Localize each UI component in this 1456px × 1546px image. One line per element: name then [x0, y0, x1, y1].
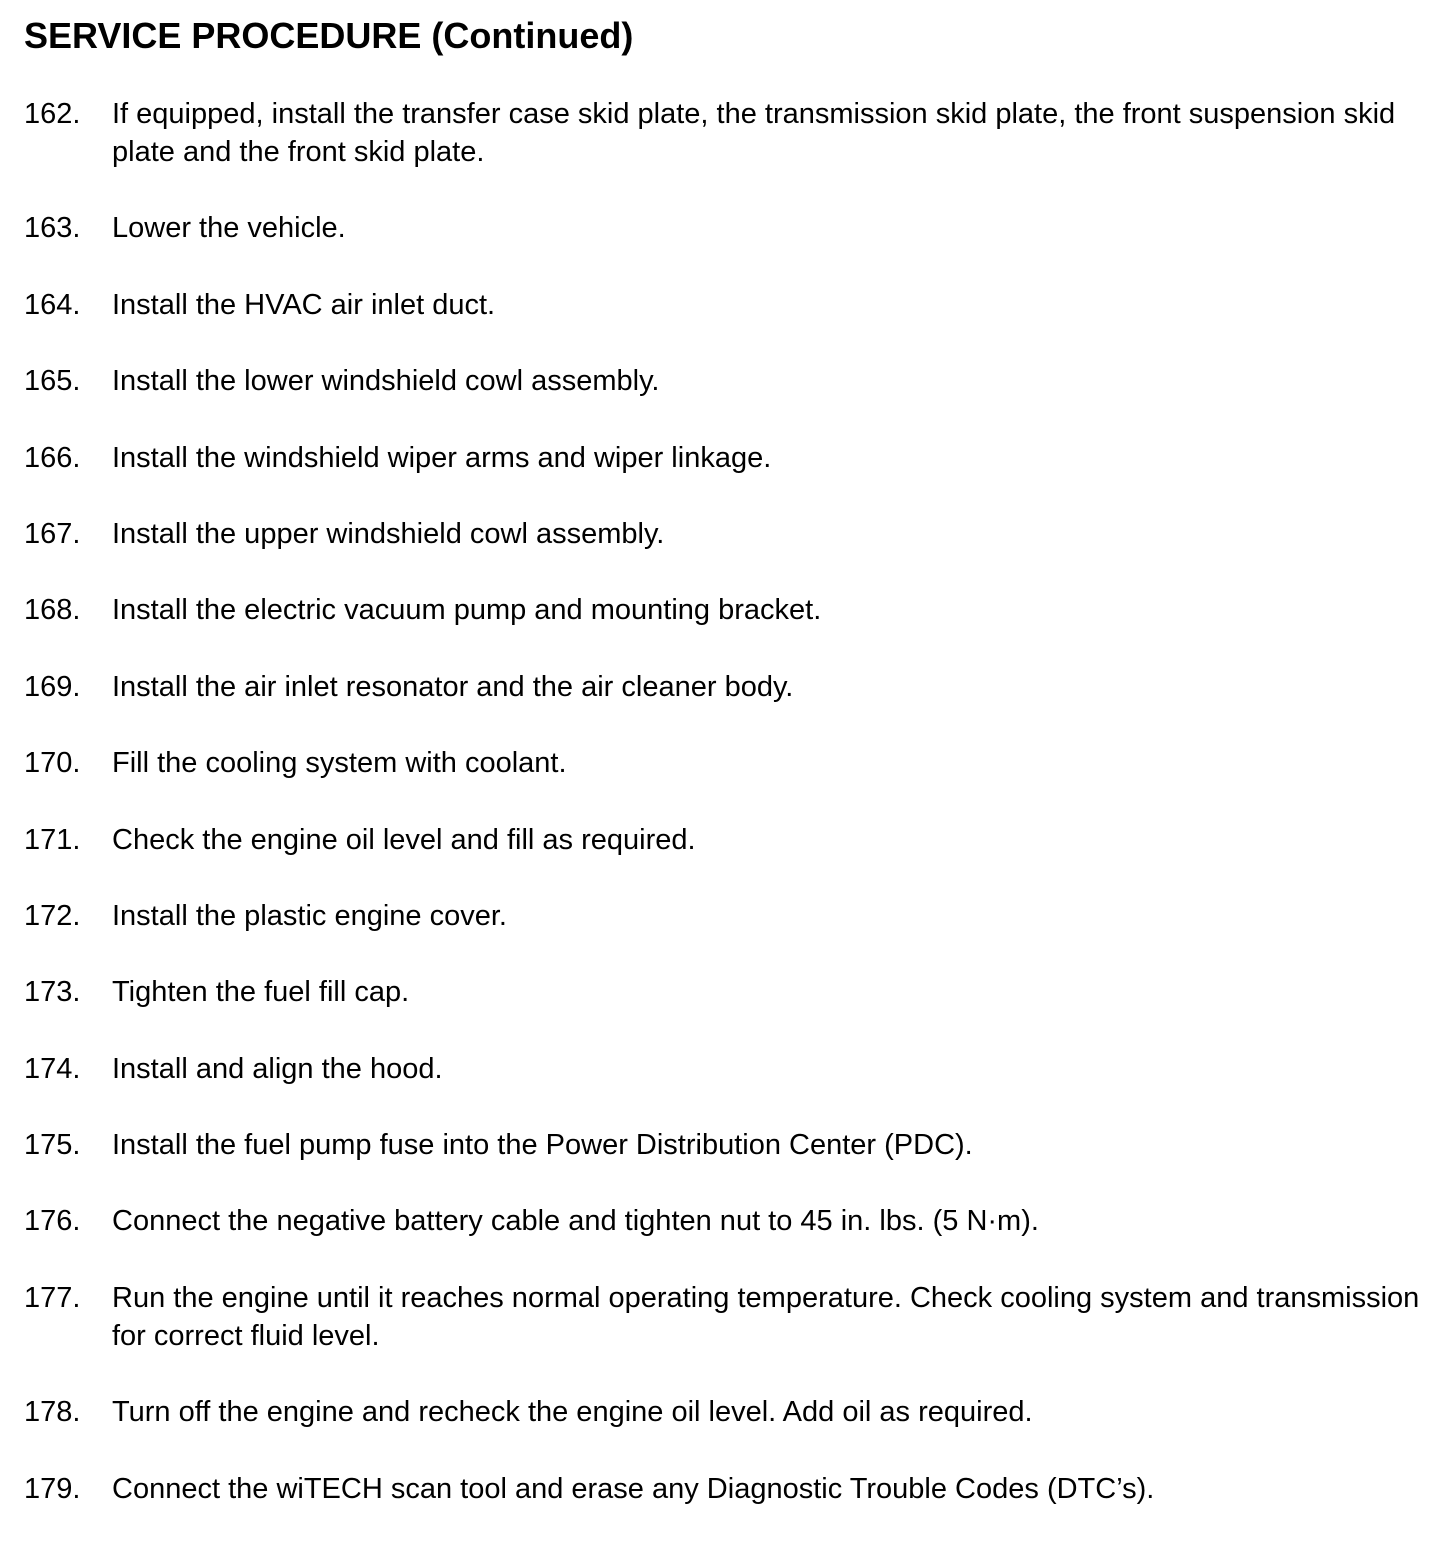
step-text: Connect the wiTECH scan tool and erase any Diagnostic Trouble Codes (DTC’s).: [112, 1472, 1155, 1505]
step-text: Install the windshield wiper arms and wiper linkage.: [112, 441, 772, 474]
step-number: 177.: [24, 1281, 81, 1314]
step-text: Connect the negative battery cable and tighten nut to 45 in. lbs. (5 N·m).: [112, 1205, 1039, 1238]
step-text: Tighten the fuel fill cap.: [112, 976, 410, 1009]
step-number: 172.: [24, 899, 81, 932]
step-number: 170.: [24, 747, 81, 780]
step-number: 168.: [24, 594, 81, 627]
step-number: 171.: [24, 823, 81, 856]
procedure-step: [24, 591, 1434, 629]
step-text: Lower the vehicle.: [112, 212, 346, 245]
step-number: 173.: [24, 976, 81, 1009]
step-text: If equipped, install the transfer case skid plate, the transmission skid plate, the front suspension skid plate and the front skid plate.: [112, 98, 1396, 168]
procedure-step: [24, 515, 1434, 553]
procedure-step: [24, 362, 1434, 400]
step-text: Install the air inlet resonator and the air cleaner body.: [112, 670, 794, 703]
procedure-step: [24, 897, 1434, 935]
procedure-step: [24, 744, 1434, 782]
procedure-step: [24, 668, 1434, 706]
procedure-step-list: [24, 95, 1434, 1546]
step-number: 176.: [24, 1205, 81, 1238]
step-number: 165.: [24, 365, 81, 398]
procedure-step: [24, 209, 1434, 247]
step-number: 164.: [24, 288, 81, 321]
procedure-step: [24, 439, 1434, 477]
procedure-step: [24, 1279, 1434, 1355]
step-text: Run the engine until it reaches normal operating temperature. Check cooling system and transmission for correct fluid level.: [112, 1281, 1420, 1352]
procedure-step: [24, 1050, 1434, 1088]
step-number: 175.: [24, 1129, 81, 1162]
step-number: 169.: [24, 670, 81, 703]
step-text: Fill the cooling system with coolant.: [112, 747, 567, 780]
step-text: Install the electric vacuum pump and mounting bracket.: [112, 594, 822, 627]
procedure-step: [24, 286, 1434, 324]
procedure-step: [24, 1470, 1434, 1508]
step-number: 163.: [24, 212, 81, 245]
step-number: 179.: [24, 1472, 81, 1505]
step-text: Check the engine oil level and fill as required.: [112, 823, 696, 856]
step-text: Install the plastic engine cover.: [112, 899, 507, 932]
step-text: Turn off the engine and recheck the engine oil level. Add oil as required.: [112, 1396, 1033, 1429]
procedure-step: [24, 821, 1434, 859]
procedure-step: [24, 1202, 1434, 1240]
procedure-step: [24, 1393, 1434, 1431]
step-text: Install the fuel pump fuse into the Power Distribution Center (PDC).: [112, 1129, 973, 1162]
page-heading: SERVICE PROCEDURE (Continued): [24, 15, 634, 56]
step-number: 167.: [24, 517, 81, 550]
step-text: Install and align the hood.: [112, 1052, 443, 1085]
step-number: 162.: [24, 98, 81, 130]
step-number: 166.: [24, 441, 81, 474]
step-text: Install the lower windshield cowl assembly.: [112, 365, 660, 398]
procedure-step: [24, 1126, 1434, 1164]
step-text: Install the upper windshield cowl assembly.: [112, 517, 665, 550]
step-text: Install the HVAC air inlet duct.: [112, 288, 496, 321]
step-number: 174.: [24, 1052, 81, 1085]
procedure-step: [24, 973, 1434, 1011]
procedure-step: [24, 95, 1434, 171]
step-number: 178.: [24, 1396, 81, 1429]
